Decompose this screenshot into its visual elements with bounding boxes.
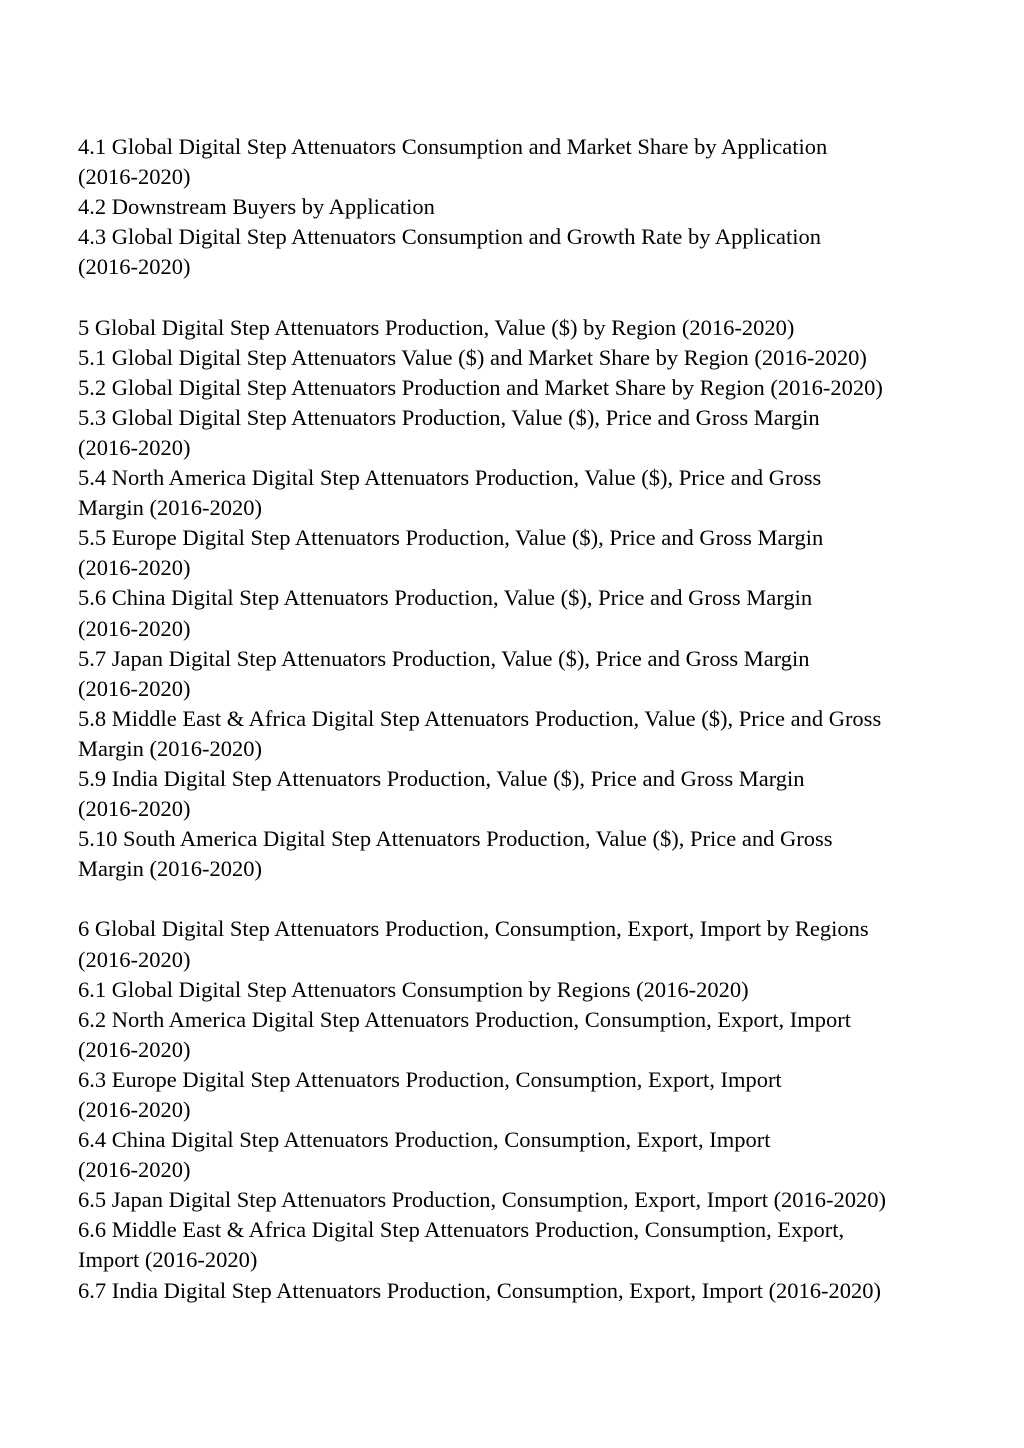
table-of-contents — [78, 132, 958, 1306]
toc-line: 6.2 North America Digital Step Attenuators Production, Consumption, Export, Import — [78, 1006, 852, 1032]
toc-line: 4.3 Global Digital Step Attenuators Consumption and Growth Rate by Application — [78, 224, 822, 250]
toc-line: 5.9 India Digital Step Attenuators Production, Value ($), Price and Gross Margin — [78, 765, 805, 791]
toc-line: (2016-2020) — [78, 164, 191, 190]
toc-line: 5 Global Digital Step Attenuators Production, Value ($) by Region (2016-2020) — [78, 314, 795, 340]
toc-line: (2016-2020) — [78, 1097, 191, 1122]
toc-line: 5.5 Europe Digital Step Attenuators Production, Value ($), Price and Gross Margin — [78, 525, 824, 551]
toc-line: 6.1 Global Digital Step Attenuators Consumption by Regions (2016-2020) — [78, 976, 749, 1002]
toc-line: 4.2 Downstream Buyers by Application — [78, 194, 435, 220]
toc-line: (2016-2020) — [78, 946, 191, 972]
toc-line: (2016-2020) — [78, 675, 191, 701]
toc-line: Import (2016-2020) — [78, 1247, 258, 1273]
toc-line: 6.5 Japan Digital Step Attenuators Production, Consumption, Export, Import (2016-2020) — [78, 1187, 887, 1213]
toc-line: (2016-2020) — [78, 1036, 191, 1062]
toc-line: 4.1 Global Digital Step Attenuators Consumption and Market Share by Application — [78, 134, 828, 159]
toc-line: 5.6 China Digital Step Attenuators Production, Value ($), Price and Gross Margin — [78, 585, 813, 611]
toc-line: (2016-2020) — [78, 555, 191, 581]
section-gap — [78, 884, 958, 914]
toc-line: 5.10 South America Digital Step Attenuators Production, Value ($), Price and Gross — [78, 826, 833, 852]
toc-line: Margin (2016-2020) — [78, 735, 262, 761]
toc-line: (2016-2020) — [78, 1157, 191, 1183]
toc-line: 5.4 North America Digital Step Attenuators Production, Value ($), Price and Gross — [78, 465, 822, 491]
toc-line: (2016-2020) — [78, 615, 191, 641]
toc-line: 5.7 Japan Digital Step Attenuators Production, Value ($), Price and Gross Margin — [78, 645, 810, 671]
toc-line: 6 Global Digital Step Attenuators Production, Consumption, Export, Import by Regions — [78, 916, 869, 942]
toc-line: 6.6 Middle East & Africa Digital Step Attenuators Production, Consumption, Export, — [78, 1217, 845, 1243]
toc-line: 6.7 India Digital Step Attenuators Production, Consumption, Export, Import (2016-2020) — [78, 1277, 882, 1303]
toc-line: (2016-2020) — [78, 796, 191, 822]
toc-line: Margin (2016-2020) — [78, 495, 262, 521]
toc-line: 5.3 Global Digital Step Attenuators Production, Value ($), Price and Gross Margin — [78, 404, 820, 430]
toc-line: 6.4 China Digital Step Attenuators Production, Consumption, Export, Import — [78, 1127, 771, 1153]
toc-line: Margin (2016-2020) — [78, 856, 262, 882]
toc-line: (2016-2020) — [78, 254, 191, 280]
toc-line: 6.3 Europe Digital Step Attenuators Production, Consumption, Export, Import — [78, 1066, 782, 1092]
toc-line: 5.2 Global Digital Step Attenuators Production and Market Share by Region (2016-2020) — [78, 374, 883, 400]
toc-line: 5.1 Global Digital Step Attenuators Value ($) and Market Share by Region (2016-2020) — [78, 344, 867, 370]
section-gap — [78, 282, 958, 312]
toc-line: 5.8 Middle East & Africa Digital Step Attenuators Production, Value ($), Price and Gross — [78, 705, 882, 731]
toc-line: (2016-2020) — [78, 434, 191, 460]
